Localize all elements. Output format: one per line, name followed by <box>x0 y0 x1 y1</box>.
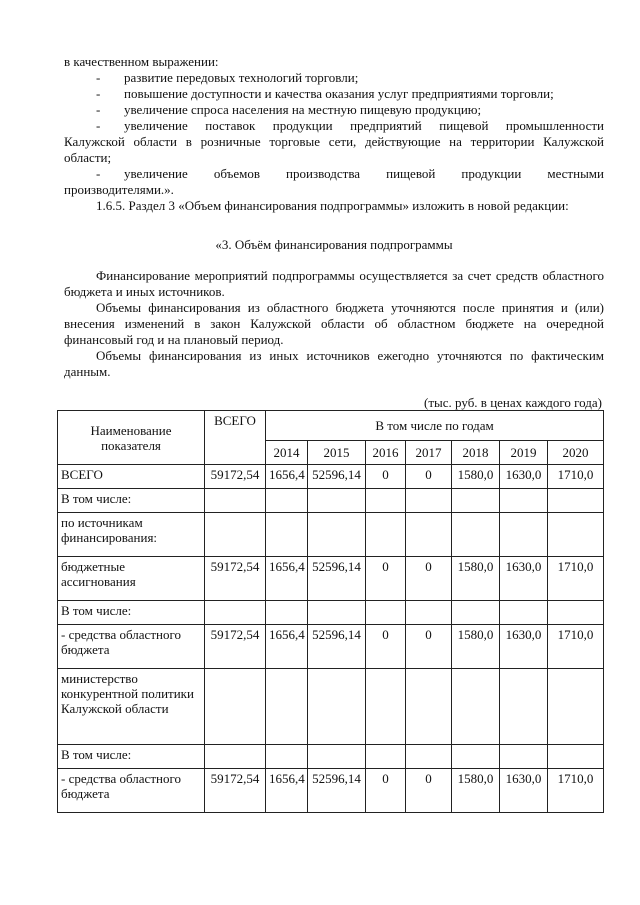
year-value-cell: 1656,4 <box>266 557 308 601</box>
year-value-cell: 1580,0 <box>452 625 500 669</box>
year-value-cell <box>500 601 548 625</box>
year-value-cell <box>266 489 308 513</box>
list-item <box>64 166 604 182</box>
dash-marker: - <box>96 86 101 101</box>
dash-marker: - <box>96 118 101 133</box>
table-row <box>58 465 604 489</box>
year-value-cell <box>548 669 604 745</box>
year-value-cell <box>308 601 366 625</box>
intro-block <box>64 54 604 214</box>
row-label: В том числе: <box>58 489 205 513</box>
year-value-cell <box>366 669 406 745</box>
list-item-text: повышение доступности и качества оказания услуг предприятиями торговли; <box>124 86 554 101</box>
year-value-cell: 1656,4 <box>266 769 308 813</box>
year-value-cell: 1710,0 <box>548 557 604 601</box>
body-paragraphs <box>64 268 604 380</box>
column-header-year: 2014 <box>266 441 308 465</box>
row-total: 59172,54 <box>205 769 266 813</box>
paragraph: Объемы финансирования из иных источников ежегодно уточняются по фактическим данным. <box>64 348 604 379</box>
year-value-cell <box>452 669 500 745</box>
year-value-cell <box>366 489 406 513</box>
year-value-cell: 1630,0 <box>500 625 548 669</box>
year-value-cell: 52596,14 <box>308 557 366 601</box>
year-value-cell: 0 <box>406 625 452 669</box>
column-header-year: 2018 <box>452 441 500 465</box>
year-value-cell <box>500 513 548 557</box>
year-value-cell: 52596,14 <box>308 625 366 669</box>
list-item-text: увеличение поставок продукции предприятий пищевой промышленности <box>124 118 604 133</box>
intro-lead: в качественном выражении: <box>64 54 219 69</box>
year-value-cell: 1630,0 <box>500 465 548 489</box>
table-row <box>58 513 604 557</box>
year-value-cell <box>266 601 308 625</box>
year-value-cell: 1630,0 <box>500 557 548 601</box>
year-value-cell: 52596,14 <box>308 769 366 813</box>
year-value-cell <box>500 745 548 769</box>
row-total <box>205 489 266 513</box>
dash-marker: - <box>96 102 101 117</box>
list-item-continuation: Калужской области в розничные торговые сети, действующие на территории Калужской области; <box>64 134 604 165</box>
row-label: бюджетные ассигнования <box>58 557 205 601</box>
year-value-cell <box>406 745 452 769</box>
year-value-cell <box>548 489 604 513</box>
list-item <box>64 102 604 118</box>
year-value-cell <box>266 669 308 745</box>
year-value-cell: 0 <box>366 769 406 813</box>
paragraph: Объемы финансирования из областного бюджета уточняются после принятия и (или) внесения изменений в закон Калужской области об областном бюджете на очередной финансовый год и на плановый период. <box>64 300 604 347</box>
row-total: 59172,54 <box>205 625 266 669</box>
row-label: по источникам финансирования: <box>58 513 205 557</box>
year-value-cell <box>366 601 406 625</box>
year-value-cell <box>406 669 452 745</box>
year-value-cell <box>266 513 308 557</box>
year-value-cell <box>308 489 366 513</box>
year-value-cell <box>452 489 500 513</box>
row-total <box>205 745 266 769</box>
year-value-cell: 0 <box>406 465 452 489</box>
row-label: В том числе: <box>58 745 205 769</box>
year-value-cell: 0 <box>406 557 452 601</box>
dash-marker: - <box>96 70 101 85</box>
table-row <box>58 769 604 813</box>
year-value-cell: 1710,0 <box>548 769 604 813</box>
year-value-cell <box>406 489 452 513</box>
table-body <box>58 465 604 813</box>
table-row <box>58 669 604 745</box>
row-label: - средства областного бюджета <box>58 625 205 669</box>
list-item-text: увеличение спроса населения на местную пищевую продукцию; <box>124 102 482 117</box>
row-total: 59172,54 <box>205 465 266 489</box>
column-header-total: ВСЕГО <box>205 411 266 465</box>
list-item-text: развитие передовых технологий торговли; <box>124 70 359 85</box>
row-label: министерство конкурентной политики Калужской области <box>58 669 205 745</box>
year-value-cell: 0 <box>366 557 406 601</box>
column-header-years-group: В том числе по годам <box>266 411 604 441</box>
year-value-cell: 1710,0 <box>548 465 604 489</box>
year-value-cell: 1580,0 <box>452 557 500 601</box>
year-value-cell <box>406 513 452 557</box>
year-value-cell <box>452 601 500 625</box>
year-value-cell: 1710,0 <box>548 625 604 669</box>
row-label: В том числе: <box>58 601 205 625</box>
row-total: 59172,54 <box>205 557 266 601</box>
column-header-year: 2019 <box>500 441 548 465</box>
table-row <box>58 625 604 669</box>
section-heading: «3. Объём финансирования подпрограммы <box>215 237 453 252</box>
year-value-cell: 1656,4 <box>266 625 308 669</box>
column-header-year: 2017 <box>406 441 452 465</box>
unit-note: (тыс. руб. в ценах каждого года) <box>424 395 602 410</box>
paragraph: Финансирование мероприятий подпрограммы осуществляется за счет средств областного бюджета и иных источников. <box>64 268 604 299</box>
year-value-cell: 0 <box>366 465 406 489</box>
year-value-cell <box>452 745 500 769</box>
year-value-cell: 0 <box>366 625 406 669</box>
column-header-year: 2020 <box>548 441 604 465</box>
year-value-cell <box>548 601 604 625</box>
table-row <box>58 557 604 601</box>
table-row <box>58 601 604 625</box>
row-total <box>205 601 266 625</box>
year-value-cell <box>452 513 500 557</box>
year-value-cell: 1656,4 <box>266 465 308 489</box>
table-row <box>58 745 604 769</box>
financing-table <box>57 410 604 813</box>
year-value-cell <box>366 745 406 769</box>
list-item-text: увеличение объемов производства пищевой продукции местными <box>124 166 604 181</box>
year-value-cell <box>308 669 366 745</box>
list-item <box>64 86 604 102</box>
list-item <box>64 70 604 86</box>
table-header-row <box>58 411 604 441</box>
year-value-cell <box>308 513 366 557</box>
year-value-cell: 1580,0 <box>452 465 500 489</box>
dash-marker: - <box>96 166 101 181</box>
list-item-continuation: производителями.». <box>64 182 174 197</box>
list-item <box>64 118 604 134</box>
row-total <box>205 513 266 557</box>
column-header-year: 2015 <box>308 441 366 465</box>
table-row <box>58 489 604 513</box>
column-header-year: 2016 <box>366 441 406 465</box>
row-total <box>205 669 266 745</box>
year-value-cell <box>266 745 308 769</box>
row-label: ВСЕГО <box>58 465 205 489</box>
year-value-cell <box>500 669 548 745</box>
year-value-cell <box>366 513 406 557</box>
year-value-cell: 0 <box>406 769 452 813</box>
section-instruction: 1.6.5. Раздел 3 «Объем финансирования подпрограммы» изложить в новой редакции: <box>96 198 569 213</box>
year-value-cell <box>548 513 604 557</box>
column-header-name: Наименование показателя <box>58 411 205 465</box>
year-value-cell: 1630,0 <box>500 769 548 813</box>
year-value-cell <box>548 745 604 769</box>
year-value-cell <box>406 601 452 625</box>
year-value-cell <box>500 489 548 513</box>
year-value-cell: 52596,14 <box>308 465 366 489</box>
row-label: - средства областного бюджета <box>58 769 205 813</box>
year-value-cell <box>308 745 366 769</box>
year-value-cell: 1580,0 <box>452 769 500 813</box>
